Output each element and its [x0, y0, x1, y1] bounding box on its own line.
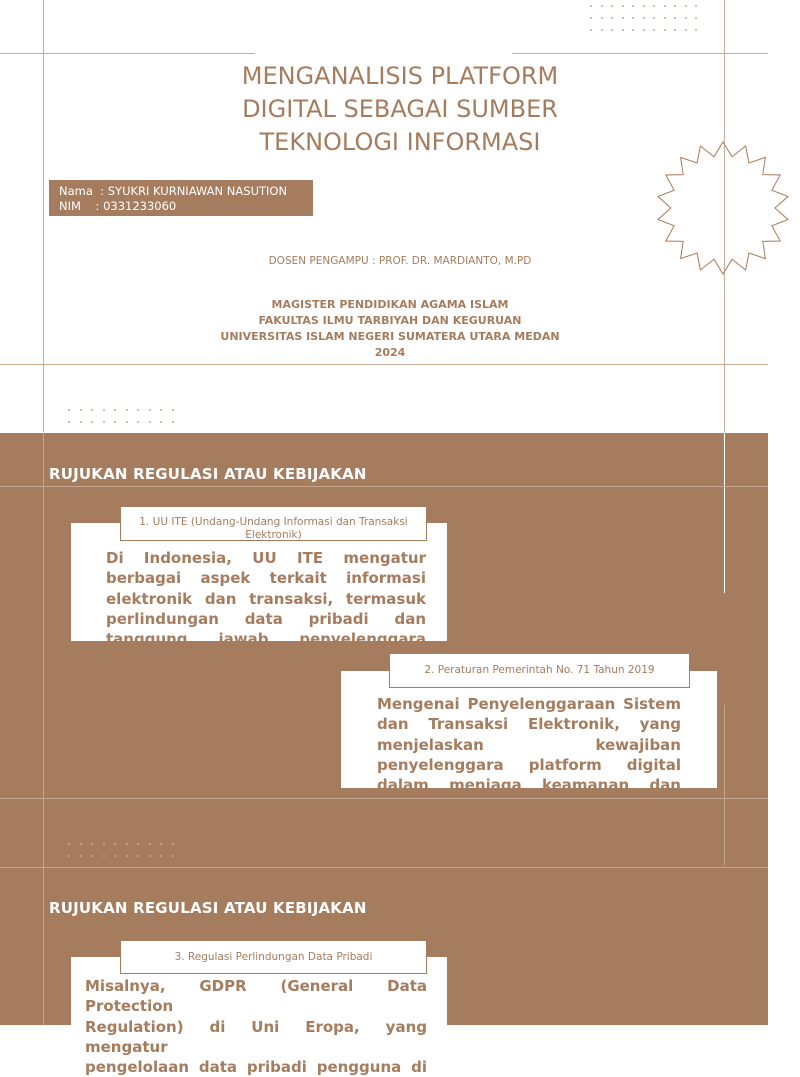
decor-dot — [91, 421, 93, 423]
decor-dot — [664, 29, 666, 31]
cover-dots-bottom — [68, 409, 174, 423]
decor-dot — [160, 843, 162, 845]
slide2-vline-right — [724, 433, 725, 593]
slide-2 — [0, 433, 768, 798]
cover-hline-top-left — [0, 53, 255, 54]
decor-dot — [632, 17, 634, 19]
card-pp71 — [341, 671, 717, 795]
card3-line: Regulation) di Uni Eropa, yang mengatur — [85, 1017, 427, 1056]
decor-dot — [590, 5, 592, 7]
decor-dot — [685, 5, 687, 7]
card-data-protection-text — [85, 976, 427, 1077]
decor-dot — [653, 17, 655, 19]
decor-dot — [695, 5, 697, 7]
decor-dot — [103, 843, 105, 845]
slide3-vline-right — [724, 799, 725, 865]
card-pp71-tag: 2. Peraturan Pemerintah No. 71 Tahun 2019 — [389, 653, 690, 688]
decor-dot — [685, 29, 687, 31]
card-data-protection-tag: 3. Regulasi Perlindungan Data Pribadi — [120, 940, 427, 974]
decor-dot — [160, 421, 162, 423]
card2-line: dalam menjaga keamanan dan — [377, 776, 681, 795]
decor-dot — [695, 17, 697, 19]
decor-dot — [664, 5, 666, 7]
decor-dot — [114, 843, 116, 845]
decor-dot — [674, 17, 676, 19]
decor-dot — [149, 421, 151, 423]
decor-dot — [137, 855, 139, 857]
card3-line: pengelolaan data pribadi pengguna di — [85, 1058, 427, 1077]
slide2-hline — [0, 486, 768, 487]
decor-dot — [91, 855, 93, 857]
cover-hline-top-right — [512, 53, 768, 54]
card1-line: Di Indonesia, UU ITE mengatur — [106, 549, 426, 567]
decor-dot — [126, 421, 128, 423]
decor-dot — [103, 855, 105, 857]
cover-title — [200, 60, 600, 159]
institution-year: 2024 — [374, 346, 406, 359]
decor-dot — [172, 843, 174, 845]
decor-dot — [160, 855, 162, 857]
decor-dot — [653, 29, 655, 31]
decor-dot — [172, 421, 174, 423]
decor-dot — [80, 855, 82, 857]
card3-line: Misalnya, GDPR (General Data Protection — [85, 977, 427, 1016]
cover-hline-bottom — [0, 364, 768, 365]
slide-3 — [0, 798, 768, 1077]
decor-dot — [160, 409, 162, 411]
decor-dot — [137, 409, 139, 411]
slide2-vline-right-low — [724, 705, 725, 798]
student-info-box — [49, 180, 313, 216]
decor-dot — [601, 5, 603, 7]
decor-dot — [674, 5, 676, 7]
slide3-hline — [0, 867, 768, 868]
card-pp71-text — [377, 694, 681, 795]
decor-dot — [601, 17, 603, 19]
slide2-heading: RUJUKAN REGULASI ATAU KEBIJAKAN — [49, 465, 367, 483]
decor-dot — [137, 843, 139, 845]
decor-dot — [126, 409, 128, 411]
decor-dot — [149, 409, 151, 411]
slide2-vline-left — [43, 433, 44, 798]
institution-line-1: MAGISTER PENDIDIKAN AGAMA ISLAM — [271, 298, 509, 311]
cover-title-line-3: TEKNOLOGI INFORMASI — [259, 128, 541, 156]
decor-dot — [611, 5, 613, 7]
card1-line: perlindungan data pribadi dan — [106, 609, 426, 628]
decor-dot — [643, 29, 645, 31]
institution-line-2: FAKULTAS ILMU TARBIYAH DAN KEGURUAN — [258, 314, 522, 327]
decor-dot — [80, 409, 82, 411]
lecturer-text: DOSEN PENGAMPU : PROF. DR. MARDIANTO, M.PD — [268, 255, 532, 267]
decor-dot — [643, 5, 645, 7]
decor-dot — [172, 409, 174, 411]
decor-dot — [68, 843, 70, 845]
decor-dot — [632, 29, 634, 31]
card1-line: berbagai aspek terkait informasi — [106, 569, 426, 588]
decor-dot — [674, 29, 676, 31]
decor-dot — [622, 29, 624, 31]
card1-line: elektronik dan transaksi, termasuk — [106, 589, 426, 608]
decor-dot — [590, 17, 592, 19]
decor-dot — [664, 17, 666, 19]
decor-dot — [68, 421, 70, 423]
institution-line-3: UNIVERSITAS ISLAM NEGERI SUMATERA UTARA MEDAN — [220, 330, 560, 343]
card1-line: tanggung jawab penyelenggara — [106, 630, 426, 649]
decor-dot — [590, 29, 592, 31]
decor-dot — [103, 421, 105, 423]
decor-dot — [685, 17, 687, 19]
decor-dot — [103, 409, 105, 411]
card-uu-ite-tag: 1. UU ITE (Undang-Undang Informasi dan Transaksi Elektronik) — [120, 506, 427, 541]
decor-dot — [172, 855, 174, 857]
cover-dots-top — [590, 5, 697, 31]
decor-dot — [114, 409, 116, 411]
cover-title-line-1: MENGANALISIS PLATFORM — [241, 62, 559, 90]
card2-line: dan Transaksi Elektronik, yang — [377, 715, 681, 734]
decor-dot — [68, 409, 70, 411]
decor-dot — [643, 17, 645, 19]
cover-vline-left — [43, 0, 44, 432]
slide3-dots — [68, 843, 174, 857]
decor-dot — [114, 421, 116, 423]
institution-block — [0, 297, 780, 361]
decor-dot — [80, 421, 82, 423]
decor-dot — [91, 843, 93, 845]
decor-dot — [611, 29, 613, 31]
decor-dot — [622, 17, 624, 19]
decor-dot — [137, 421, 139, 423]
decor-dot — [601, 29, 603, 31]
decor-dot — [149, 843, 151, 845]
card2-line: penyelenggara platform digital — [377, 755, 681, 774]
card2-line: Mengenai Penyelenggaraan Sistem — [377, 695, 681, 713]
decor-dot — [149, 855, 151, 857]
decor-dot — [611, 17, 613, 19]
decor-dot — [653, 5, 655, 7]
decor-dot — [91, 409, 93, 411]
decor-dot — [114, 855, 116, 857]
cover-title-line-2: DIGITAL SEBAGAI SUMBER — [242, 95, 558, 123]
student-nim: NIM : 0331233060 — [59, 199, 177, 213]
decor-dot — [126, 855, 128, 857]
decor-dot — [68, 855, 70, 857]
decor-dot — [126, 843, 128, 845]
decor-dot — [80, 843, 82, 845]
card-uu-ite-text — [106, 548, 426, 649]
decor-dot — [622, 5, 624, 7]
decor-dot — [695, 29, 697, 31]
slide3-heading: RUJUKAN REGULASI ATAU KEBIJAKAN — [49, 899, 367, 917]
slide3-vline-left — [43, 799, 44, 1025]
student-name: Nama : SYUKRI KURNIAWAN NASUTION — [59, 184, 288, 198]
card2-line: menjelaskan kewajiban — [377, 735, 681, 754]
decor-dot — [632, 5, 634, 7]
